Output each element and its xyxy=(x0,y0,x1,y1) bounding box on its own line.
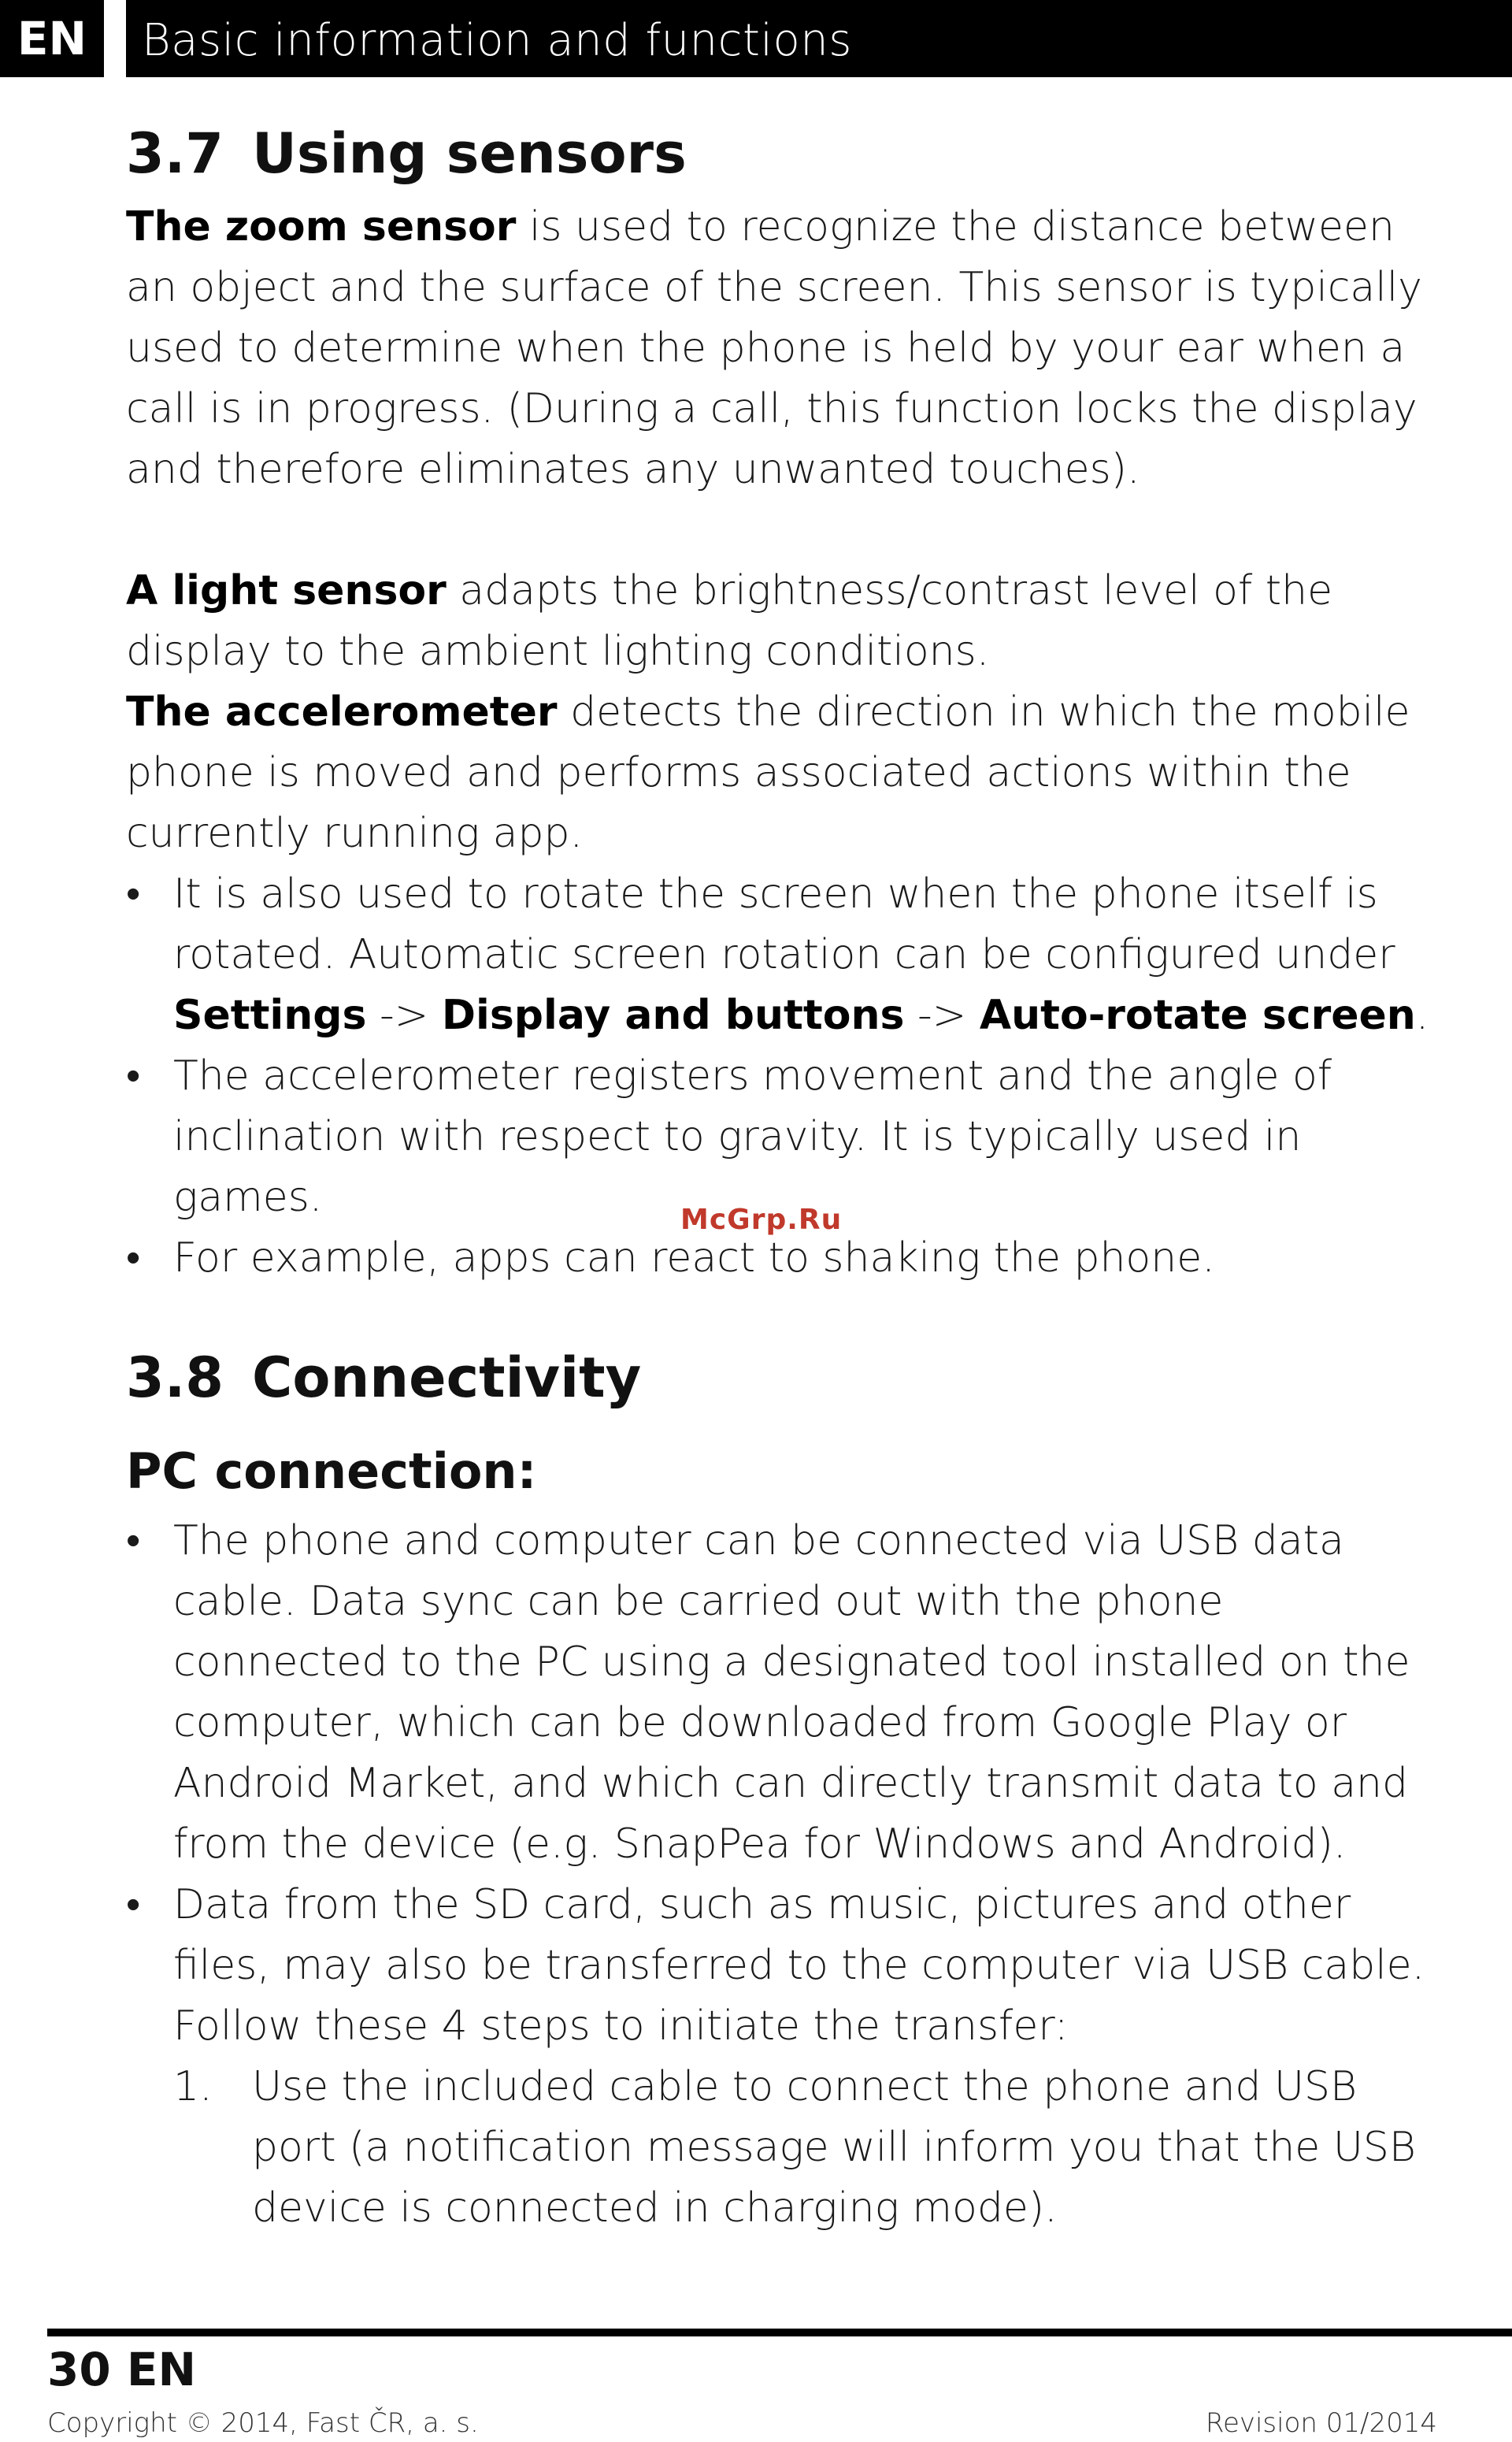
ordered-step xyxy=(126,2057,1433,2239)
bullet-text: The accelerometer registers movement and the angle of inclination with respect to gravity. It is typically used in games. xyxy=(173,1052,1332,1221)
path-arrow: -> xyxy=(904,992,980,1039)
bullet-icon: • xyxy=(126,1052,141,1100)
list-item xyxy=(126,1228,1433,1289)
copyright: Copyright © 2014, Fast ČR, a. s. xyxy=(47,2407,479,2439)
chapter-title: Basic information and functions xyxy=(142,15,852,66)
section-title: Connectivity xyxy=(252,1345,642,1410)
list-item xyxy=(126,1875,1433,2057)
list-item xyxy=(126,1511,1433,1875)
term-light-sensor: A light sensor xyxy=(126,567,447,614)
light-sensor-text: adapts the brightness/contrast level of the display to the ambient lighting conditions. xyxy=(126,567,1333,675)
path-arrow: -> xyxy=(366,992,442,1039)
section-heading-3-8 xyxy=(126,1334,1433,1421)
menu-path-display: Display and buttons xyxy=(441,992,905,1039)
menu-path-settings: Settings xyxy=(173,992,367,1039)
menu-path-auto-rotate: Auto-rotate screen xyxy=(979,992,1416,1039)
bullet-text: For example, apps can react to shaking the phone. xyxy=(173,1234,1215,1282)
term-zoom-sensor: The zoom sensor xyxy=(126,203,517,251)
zoom-sensor-paragraph xyxy=(126,197,1433,500)
watermark: McGrp.Ru xyxy=(680,1204,843,1236)
section-heading-3-7 xyxy=(126,110,1433,197)
connectivity-bullet-list xyxy=(126,1511,1433,2057)
list-item xyxy=(126,1046,1433,1228)
bullet-text: Data from the SD card, such as music, pictures and other files, may also be transferred to the computer via USB cable. Follow these 4 steps to initiate the transfer: xyxy=(173,1881,1425,2050)
pc-connection-heading: PC connection: xyxy=(126,1442,537,1500)
term-accelerometer: The accelerometer xyxy=(126,688,558,736)
revision: Revision 01/2014 xyxy=(1205,2407,1437,2439)
footer-rule xyxy=(47,2329,1512,2336)
accelerometer-paragraph xyxy=(126,682,1433,864)
light-sensor-paragraph xyxy=(126,561,1433,682)
section-number: 3.7 xyxy=(126,121,224,186)
bullet-text: The phone and computer can be connected via USB data cable. Data sync can be carried out with the phone connected to the PC using a designated tool installed on the computer, which can be downloaded from Google Play or Android Market, and which can directly transmit data to and from the device (e.g. SnapPea for Windows and Android). xyxy=(173,1517,1410,1868)
heading-gap xyxy=(126,1421,1433,1432)
step-number: 1. xyxy=(173,2063,213,2110)
accelerometer-text: detects the direction in which the mobile phone is moved and performs associated actions within the currently running app. xyxy=(126,688,1410,857)
bullet-text xyxy=(173,864,1433,1046)
paragraph-gap xyxy=(126,500,1433,561)
list-item xyxy=(126,864,1433,1046)
language-badge: EN xyxy=(0,0,104,77)
header-separator xyxy=(104,0,126,77)
bullet-icon: • xyxy=(126,870,141,918)
section-gap xyxy=(126,1289,1433,1334)
page-content xyxy=(126,110,1433,2239)
rotation-text: It is also used to rotate the screen when the phone itself is rotated. Automatic screen rotation can be configured under xyxy=(173,870,1395,978)
bullet-icon: • xyxy=(126,1517,141,1564)
bullet-icon: • xyxy=(126,1881,141,1928)
sentence-end: . xyxy=(1415,992,1429,1039)
section-number: 3.8 xyxy=(126,1345,224,1410)
bullet-icon: • xyxy=(126,1234,141,1282)
zoom-sensor-text: is used to recognize the distance between an object and the surface of the screen. This sensor is typically used to determine when the phone is held by your ear when a call is in progress. (During a call, this function locks the display and therefore eliminates any unwanted touches). xyxy=(126,203,1422,493)
page-number: 30 EN xyxy=(47,2343,197,2396)
section-title: Using sensors xyxy=(252,121,687,186)
step-text: Use the included cable to connect the phone and USB port (a notification message will inform you that the USB device is connected in charging mode). xyxy=(252,2063,1416,2232)
